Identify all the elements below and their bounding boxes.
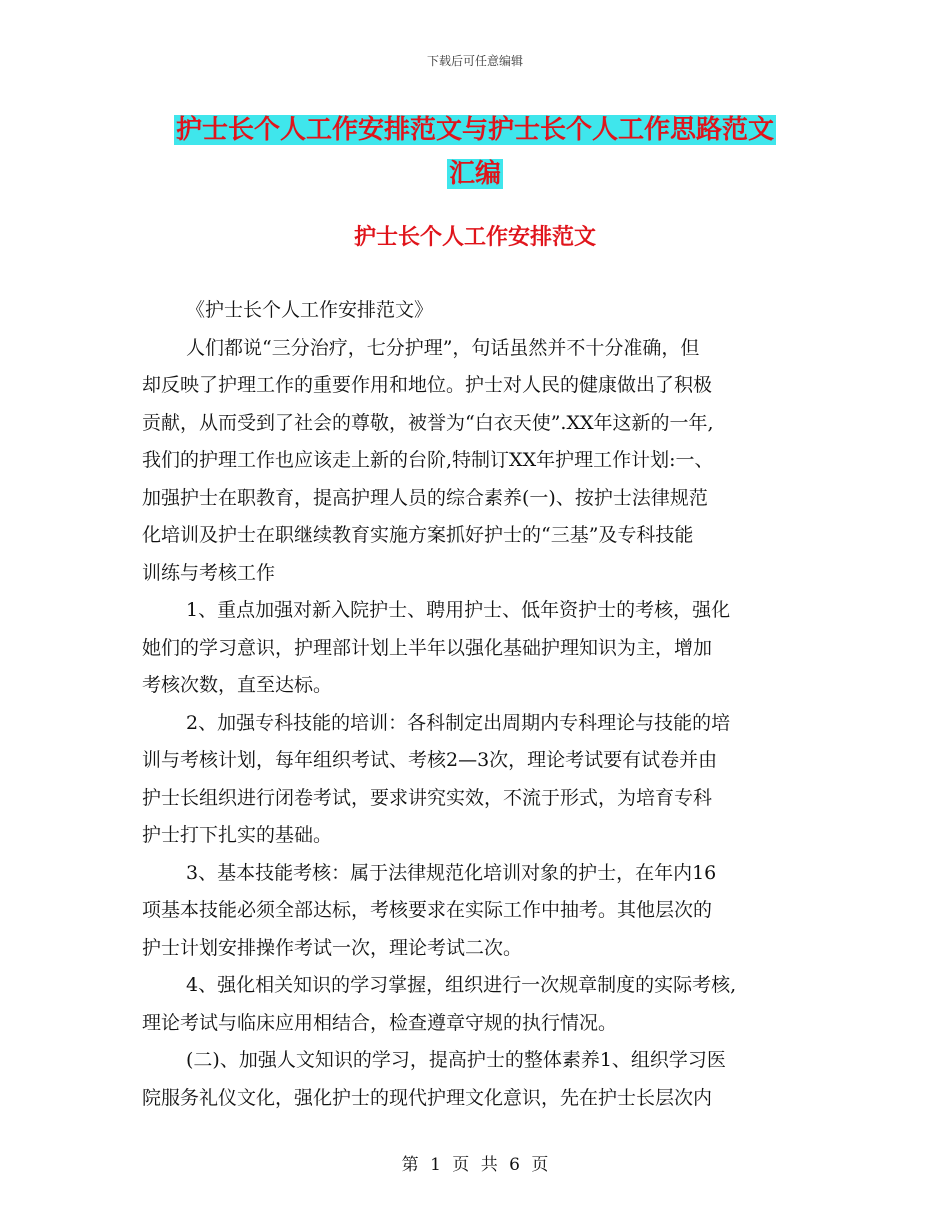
text-line: 1、重点加强对新入院护士、聘用护士、低年资护士的考核，强化 [186,599,731,621]
text-line: 却反映了护理工作的重要作用和地位。护士对人民的健康做出了积极 [142,374,713,396]
text-line: 2、加强专科技能的培训：各科制定出周期内专科理论与技能的培 [186,711,731,734]
text-line: 她们的学习意识，护理部计划上半年以强化基础护理知识为主，增加 [142,636,713,659]
text-line: 护士计划安排操作考试一次，理论考试二次。 [142,936,523,959]
document-title-line-1 [0,110,950,150]
text-line: 4、强化相关知识的学习掌握，组织进行一次规章制度的实际考核, [186,974,737,996]
text-line: 护士长组织进行闭卷考试，要求讲究实效，不流于形式，为培育专科 [142,786,713,809]
text-line: 化培训及护士在职继续教育实施方案抓好护士的“三基”及专科技能 [142,524,694,546]
title-highlight: 护士长个人工作安排范文与护士长个人工作思路范文 [175,115,774,145]
text-line: (二)、加强人文知识的学习，提高护士的整体素养1、组织学习医 [186,1049,726,1071]
text-line: 人们都说“三分治疗，七分护理”，句话虽然并不十分准确，但 [186,336,700,359]
title-highlight: 汇编 [448,159,501,189]
text-line: 3、基本技能考核：属于法律规范化培训对象的护士，在年内16 [186,861,717,884]
text-line: 我们的护理工作也应该走上新的台阶,特制订XX年护理工作计划:一、 [142,449,714,471]
text-line: 《护士长个人工作安排范文》 [186,299,434,321]
text-line: 项基本技能必须全部达标，考核要求在实际工作中抽考。其他层次的 [142,899,713,921]
text-line: 理论考试与临床应用相结合，检查遵章守规的执行情况。 [142,1011,618,1034]
text-line: 护士打下扎实的基础。 [142,824,333,846]
section-title: 护士长个人工作安排范文 [353,224,596,250]
document-title-line-2 [0,154,950,194]
text-line: 院服务礼仪文化，强化护士的现代护理文化意识，先在护士长层次内 [142,1086,713,1109]
page-header: 下载后可任意编辑 [426,54,523,68]
text-line: 训练与考核工作 [142,561,276,584]
page-footer: 第 1 页 共 6 页 [401,1155,549,1175]
text-line: 考核次数，直至达标。 [142,674,333,696]
body-text [142,292,822,1117]
text-line: 加强护士在职教育，提高护理人员的综合素养(一)、按护士法律规范 [142,486,708,509]
text-line: 训与考核计划，每年组织考试、考核2—3次，理论考试要有试卷并由 [142,749,718,771]
text-line: 贡献，从而受到了社会的尊敬，被誉为“白衣天使”.XX年这新的一年, [142,411,714,434]
